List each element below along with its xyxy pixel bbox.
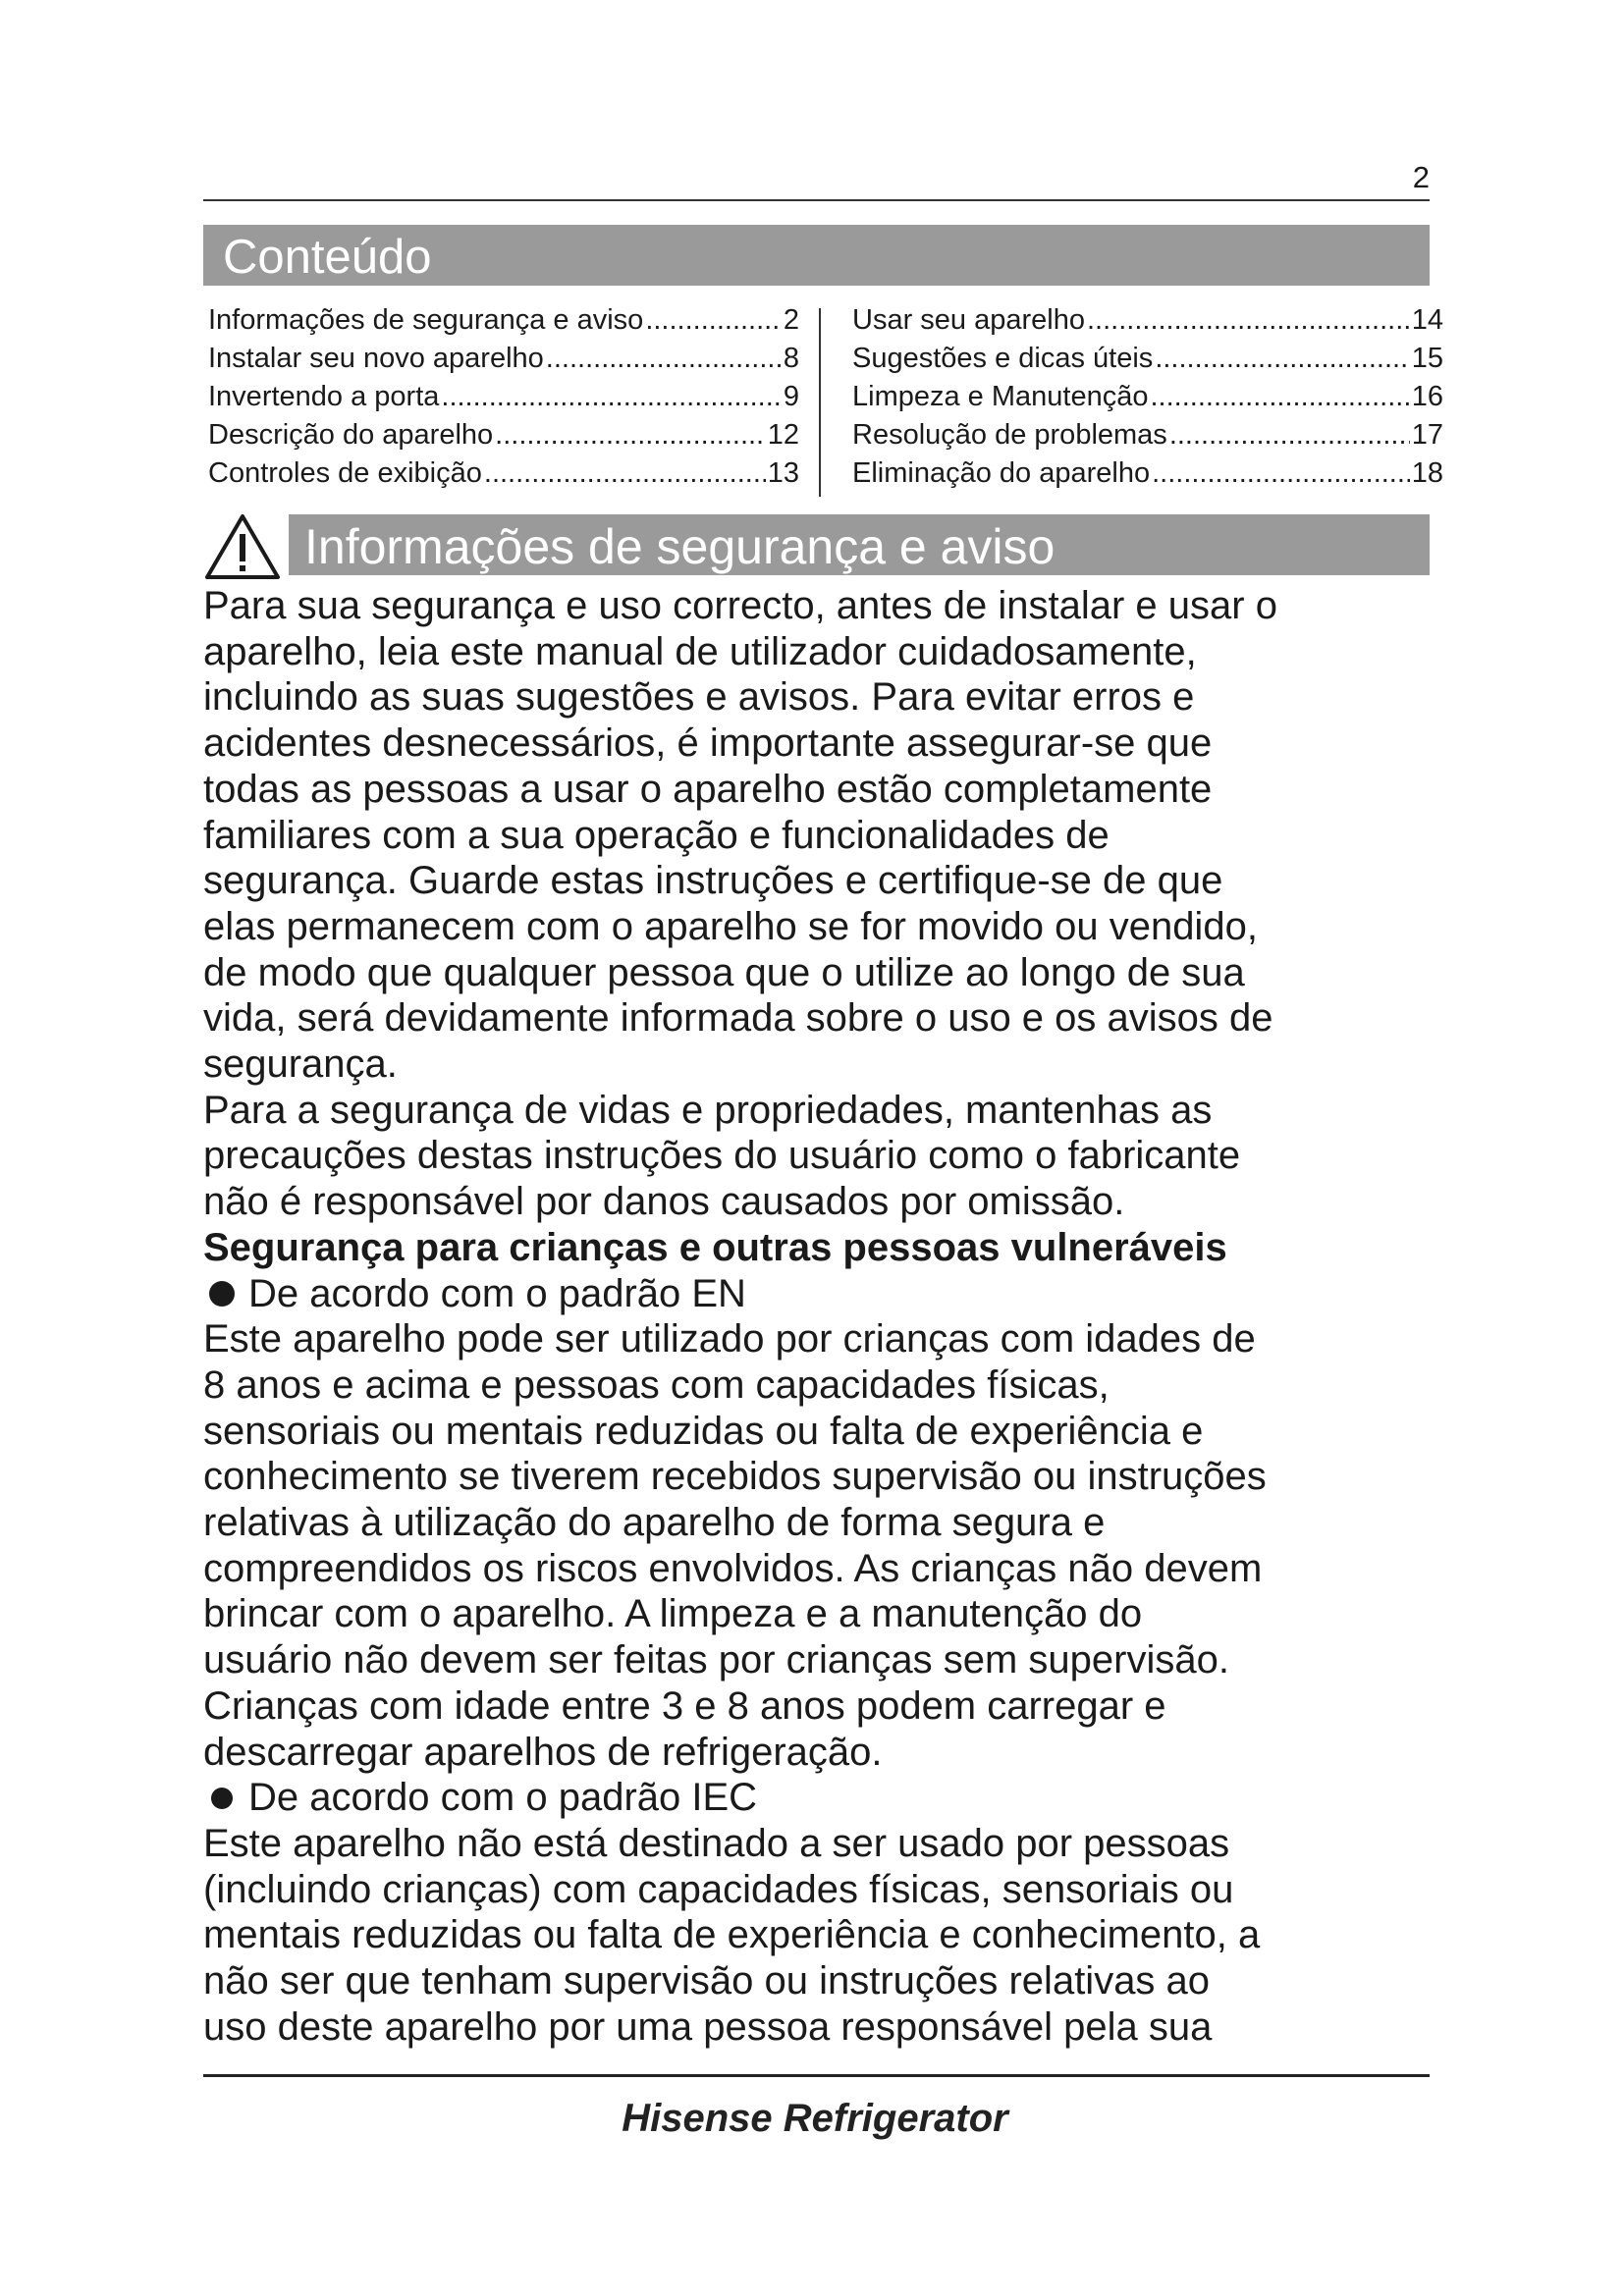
top-rule — [203, 199, 1430, 201]
toc-page: 12 — [767, 419, 799, 451]
body-line: Para sua segurança e uso correcto, antes de instalar e usar o — [203, 584, 1277, 627]
body-line: brincar com o aparelho. A limpeza e a manutenção do — [203, 1592, 1143, 1636]
bullet-icon — [211, 1788, 233, 1809]
toc-label: Instalar seu novo aparelho — [208, 343, 544, 374]
body-line: acidentes desnecessários, é importante assegurar-se que — [203, 721, 1213, 766]
body-line: Para a segurança de vidas e propriedades, mantenhas as — [203, 1088, 1213, 1132]
body-line: incluindo as suas sugestões e avisos. Para evitar erros e — [203, 675, 1195, 720]
body-line: descarregar aparelhos de refrigeração. — [203, 1730, 883, 1774]
toc-leader — [1150, 381, 1409, 413]
toc-leader — [645, 304, 782, 337]
en-standard-label: De acordo com o padrão EN — [248, 1271, 746, 1315]
body-line: não é responsável por danos causados por omissão. — [203, 1180, 1125, 1224]
toc-entry[interactable] — [852, 343, 1443, 381]
body-line: Crianças com idade entre 3 e 8 anos podem carregar e — [203, 1683, 1166, 1728]
body-line: todas as pessoas a usar o aparelho estão completamente — [203, 767, 1213, 811]
toc-page: 15 — [1411, 343, 1443, 374]
body-line: segurança. — [203, 1042, 398, 1087]
toc-label: Resolução de problemas — [852, 419, 1167, 451]
bottom-rule — [203, 2074, 1430, 2077]
body-line: de modo que qualquer pessoa que o utilize ao longo de sua — [203, 950, 1245, 994]
safety-body — [203, 583, 1430, 2051]
body-line: mentais reduzidas ou falta de experiência e conhecimento, a — [203, 1913, 1261, 1957]
toc-label: Eliminação do aparelho — [852, 457, 1151, 489]
body-line: aparelho, leia este manual de utilizador cuidadosamente, — [203, 629, 1197, 673]
toc-divider — [819, 308, 821, 497]
toc-entry[interactable] — [208, 381, 799, 419]
body-line: usuário não devem ser feitas por crianças sem supervisão. — [203, 1638, 1229, 1682]
body-line: compreendidos os riscos envolvidos. As crianças não devem — [203, 1546, 1263, 1590]
toc-leader — [484, 457, 766, 490]
toc-label: Invertendo a porta — [208, 381, 440, 412]
toc-label: Limpeza e Manutenção — [852, 381, 1149, 412]
body-line: vida, será devidamente informada sobre o uso e os avisos de — [203, 996, 1273, 1041]
toc-entry[interactable] — [208, 457, 799, 496]
toc-label: Sugestões e dicas úteis — [852, 343, 1154, 374]
body-line: (incluindo crianças) com capacidades físicas, sensoriais ou — [203, 1867, 1234, 1911]
toc-entry[interactable] — [852, 457, 1443, 496]
safety-title: Informações de segurança e aviso — [304, 519, 1056, 574]
safety-header-bar — [289, 514, 1430, 575]
toc-page: 9 — [783, 381, 799, 412]
body-line: sensoriais ou mentais reduzidas ou falta de experiência e — [203, 1409, 1204, 1453]
toc-entry[interactable] — [852, 381, 1443, 419]
body-line: Este aparelho pode ser utilizado por crianças com idades de — [203, 1317, 1256, 1362]
toc-label: Descrição do aparelho — [208, 419, 494, 451]
body-line: precauções destas instruções do usuário como o fabricante — [203, 1134, 1241, 1178]
toc-label: Controles de exibição — [208, 457, 482, 489]
body-line: conhecimento se tiverem recebidos supervisão ou instruções — [203, 1455, 1267, 1499]
warning-triangle-icon — [203, 512, 282, 581]
toc-page: 18 — [1411, 457, 1443, 489]
contents-title: Conteúdo — [223, 231, 432, 284]
toc-entry[interactable] — [208, 343, 799, 381]
toc-leader — [1155, 343, 1409, 375]
iec-standard-label: De acordo com o padrão IEC — [248, 1776, 758, 1820]
toc-leader — [1087, 304, 1410, 337]
contents-header-bar — [203, 225, 1430, 286]
brand-footer: Hisense Refrigerator — [622, 2097, 1008, 2140]
body-line: não ser que tenham supervisão ou instruções relativas ao — [203, 1959, 1211, 2003]
body-line: relativas à utilização do aparelho de forma segura e — [203, 1501, 1106, 1545]
toc-entry[interactable] — [852, 304, 1443, 343]
toc-right-column — [852, 304, 1443, 496]
toc-left-column — [208, 304, 799, 496]
body-line: Este aparelho não está destinado a ser usado por pessoas — [203, 1821, 1230, 1865]
toc-leader — [441, 381, 781, 413]
toc-leader — [1169, 419, 1410, 452]
table-of-contents — [208, 304, 1443, 497]
toc-page: 16 — [1411, 381, 1443, 412]
toc-label: Informações de segurança e aviso — [208, 304, 644, 336]
body-line: segurança. Guarde estas instruções e certifique-se de que — [203, 859, 1223, 903]
body-line: elas permanecem com o aparelho se for movido ou vendido, — [203, 904, 1258, 948]
en-standard-bullet — [203, 1271, 1430, 1317]
body-line: uso deste aparelho por uma pessoa responsável pela sua — [203, 2004, 1213, 2049]
body-line: 8 anos e acima e pessoas com capacidades físicas, — [203, 1362, 1110, 1407]
toc-entry[interactable] — [208, 419, 799, 457]
iec-standard-bullet — [203, 1775, 1430, 1821]
toc-page: 2 — [783, 304, 799, 336]
bullet-icon — [209, 1281, 235, 1307]
toc-page: 17 — [1411, 419, 1443, 451]
toc-page: 13 — [767, 457, 799, 489]
body-line: familiares com a sua operação e funcionalidades de — [203, 813, 1110, 857]
toc-leader — [546, 343, 782, 375]
toc-leader — [1152, 457, 1410, 490]
toc-entry[interactable] — [852, 419, 1443, 457]
toc-page: 14 — [1411, 304, 1443, 336]
toc-entry[interactable] — [208, 304, 799, 343]
children-safety-heading: Segurança para crianças e outras pessoas vulneráveis — [203, 1225, 1227, 1269]
toc-label: Usar seu aparelho — [852, 304, 1085, 336]
toc-page: 8 — [783, 343, 799, 374]
page-number: 2 — [1412, 160, 1430, 194]
toc-leader — [495, 419, 766, 452]
